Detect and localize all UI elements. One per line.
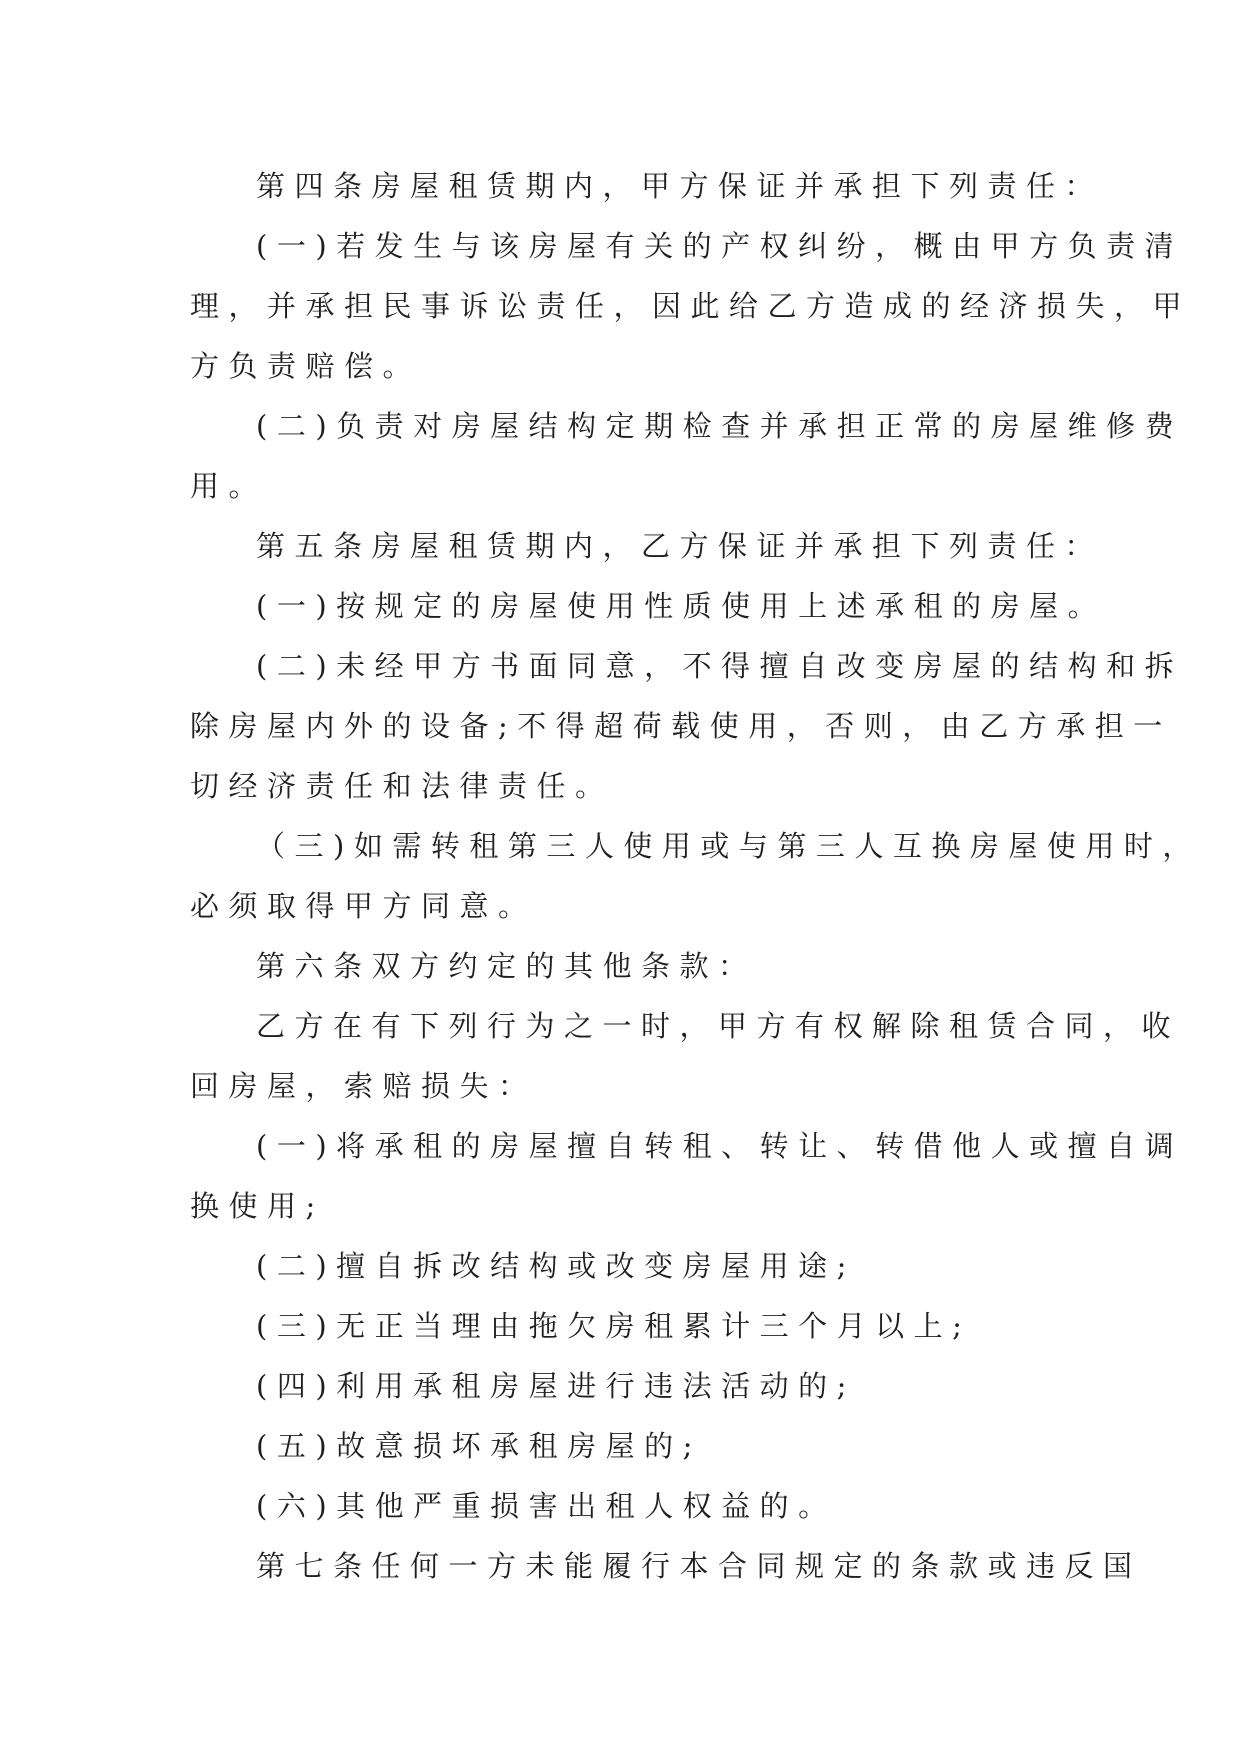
text-line: (三)无正当理由拖欠房租累计三个月以上; — [256, 1309, 972, 1343]
text-line: 方负责赔偿。 — [190, 349, 422, 383]
text-line: 第六条双方约定的其他条款： — [256, 949, 757, 983]
text-line: (二)擅自拆改结构或改变房屋用途; — [256, 1249, 856, 1283]
text-line: (二)负责对房屋结构定期检查并承担正常的房屋维修费 — [256, 409, 1184, 443]
text-line: (一)将承租的房屋擅自转租、转让、转借他人或擅自调 — [256, 1129, 1184, 1163]
text-line: (五)故意损坏承租房屋的; — [256, 1429, 702, 1463]
text-line: 第五条房屋租赁期内，乙方保证并承担下列责任： — [256, 529, 1104, 563]
text-line: 乙方在有下列行为之一时，甲方有权解除租赁合同，收 — [256, 1009, 1181, 1043]
text-line: (一)若发生与该房屋有关的产权纠纷，概由甲方负责清 — [256, 229, 1184, 263]
text-line: 必须取得甲方同意。 — [190, 889, 537, 923]
text-line: (四)利用承租房屋进行违法活动的; — [256, 1369, 856, 1403]
text-line: 除房屋内外的设备;不得超荷载使用，否则，由乙方承担一 — [190, 709, 1172, 743]
text-line: （三)如需转租第三人使用或与第三人互换房屋使用时， — [256, 829, 1201, 863]
text-line: 换使用; — [190, 1189, 325, 1223]
text-line: 第四条房屋租赁期内，甲方保证并承担下列责任： — [256, 169, 1104, 203]
text-line: 回房屋，索赔损失： — [190, 1069, 537, 1103]
text-line: (六)其他严重损害出租人权益的。 — [256, 1489, 837, 1523]
text-line: 理，并承担民事诉讼责任，因此给乙方造成的经济损失，甲 — [190, 289, 1192, 323]
text-line: 切经济责任和法律责任。 — [190, 769, 614, 803]
text-line: 第七条任何一方未能履行本合同规定的条款或违反国 — [256, 1549, 1142, 1583]
text-line: (二)未经甲方书面同意，不得擅自改变房屋的结构和拆 — [256, 649, 1184, 683]
text-line: 用。 — [190, 469, 268, 503]
text-line: (一)按规定的房屋使用性质使用上述承租的房屋。 — [256, 589, 1107, 623]
